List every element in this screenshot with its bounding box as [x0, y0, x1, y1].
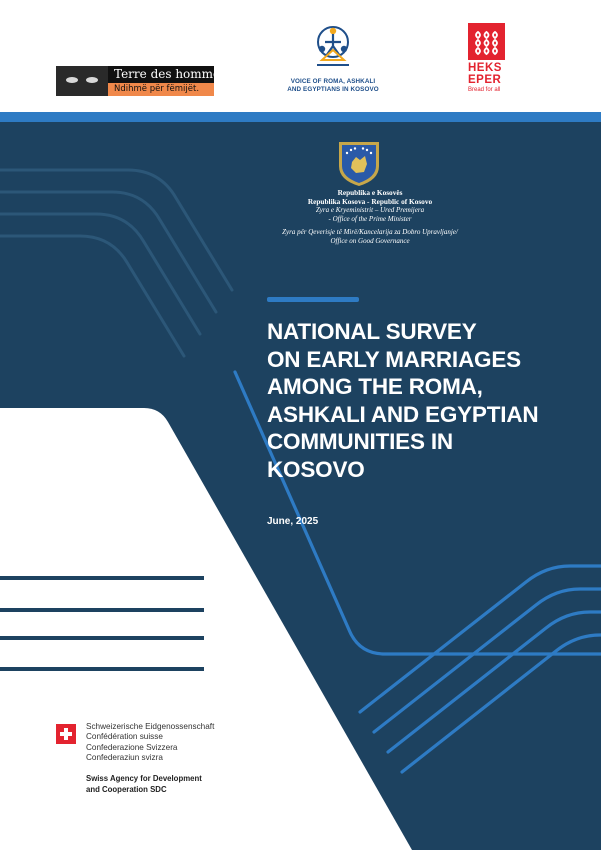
- sdc-agency: Swiss Agency for Development and Cooperation SDC: [86, 774, 202, 794]
- sdc-line-4: Confederaziun svizra: [86, 753, 163, 763]
- eyes-photo: [56, 66, 108, 96]
- tdh-name: Terre des hommes: [108, 66, 214, 83]
- voice-emblem-icon: [313, 22, 353, 78]
- title-accent-bar: [267, 297, 359, 302]
- heks-eper-logo: [468, 23, 508, 94]
- report-date: June, 2025: [267, 516, 319, 527]
- confederation-names: [86, 722, 214, 764]
- sdc-line-1: Schweizerische Eidgenossenschaft: [86, 722, 215, 731]
- wheat-icon: [468, 23, 505, 60]
- government-block: [270, 188, 470, 246]
- gov-line-2: Republika Kosova - Republic of Kosovo: [307, 197, 433, 206]
- header-logo-bar: [0, 0, 601, 112]
- gov-line-5: Zyra për Qeverisje të Mirë/Kancelarija za Dobro Upravljanje/: [282, 228, 458, 236]
- gov-line-1: Republika e Kosovës: [337, 188, 403, 197]
- voice-line-1: VOICE OF ROMA, ASHKALI: [290, 78, 376, 85]
- report-title: NATIONAL SURVEY ON EARLY MARRIAGES AMONG THE ROMA, ASHKALI AND EGYPTIAN COMMUNITIES IN KOSOVO: [267, 319, 539, 482]
- gov-line-6: Office on Good Governance: [330, 237, 410, 245]
- voice-rae-logo: [268, 22, 398, 102]
- terre-des-hommes-logo: [56, 66, 227, 96]
- heks-tagline: Bread for all: [468, 87, 501, 93]
- gov-line-4: - Office of the Prime Minister: [328, 215, 412, 223]
- swiss-flag-icon: [56, 724, 76, 744]
- sdc-line-2: Confédération suisse: [86, 732, 163, 742]
- top-accent-stripe: [0, 112, 601, 122]
- voice-line-2: AND EGYPTIANS IN KOSOVO: [287, 86, 379, 93]
- heks-name: HEKS EPER: [468, 62, 502, 86]
- tdh-tagline: Ndihmë për fëmijët.: [108, 83, 214, 96]
- sdc-line-3: Confederazione Svizzera: [86, 742, 178, 752]
- gov-line-3: Zyra e Kryeministrit – Ured Premijera: [315, 206, 425, 214]
